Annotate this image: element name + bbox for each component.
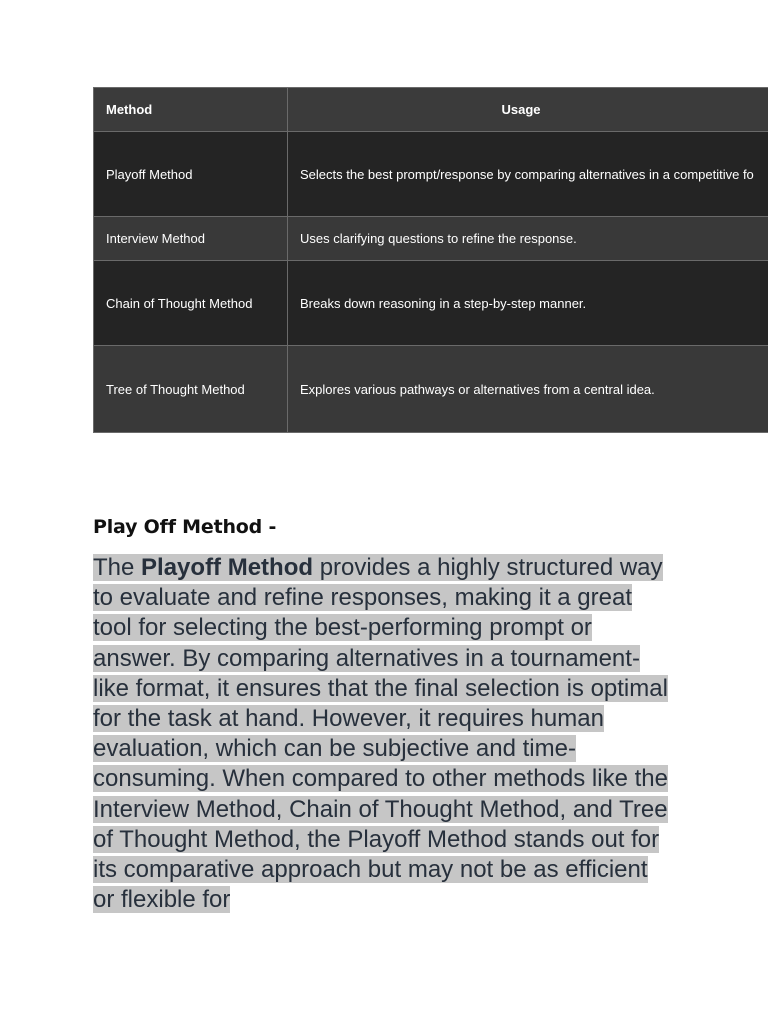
usage-cell: Breaks down reasoning in a step-by-step manner. [288, 261, 768, 346]
method-cell: Tree of Thought Method [94, 346, 288, 433]
method-cell: Playoff Method [94, 132, 288, 217]
method-cell: Chain of Thought Method [94, 261, 288, 346]
table-row [94, 132, 768, 217]
text-highlight [93, 554, 668, 913]
column-header-usage: Usage [288, 88, 768, 132]
column-header-method: Method [94, 88, 288, 132]
table-row [94, 346, 768, 433]
usage-cell: Selects the best prompt/response by comparing alternatives in a competitive fo [288, 132, 768, 217]
table-row [94, 261, 768, 346]
paragraph-intro: The [93, 554, 142, 581]
usage-cell: Uses clarifying questions to refine the response. [288, 217, 768, 261]
method-cell: Interview Method [94, 217, 288, 261]
highlighted-paragraph [93, 553, 673, 915]
table-header-row [94, 88, 768, 132]
table-row [94, 217, 768, 261]
usage-cell: Explores various pathways or alternatives from a central idea. [288, 346, 768, 433]
methods-table [93, 87, 768, 433]
paragraph-bold-term: Playoff Method [141, 554, 314, 581]
section-heading: Play Off Method - [93, 516, 277, 538]
paragraph-body: provides a highly structured way to evaluate and refine responses, making it a great tool for selecting the best-performing prompt or answer. By comparing alternatives in a tournament-like format, it ensures that the final selection is optimal for the task at hand. However, it requires human evaluation, which can be subjective and time-consuming. When compared to other methods like the Interview Method, Chain of Thought Method, and Tree of Thought Method, the Playoff Method stands out for its comparative approach but may not be as efficient or flexible for [93, 554, 668, 914]
